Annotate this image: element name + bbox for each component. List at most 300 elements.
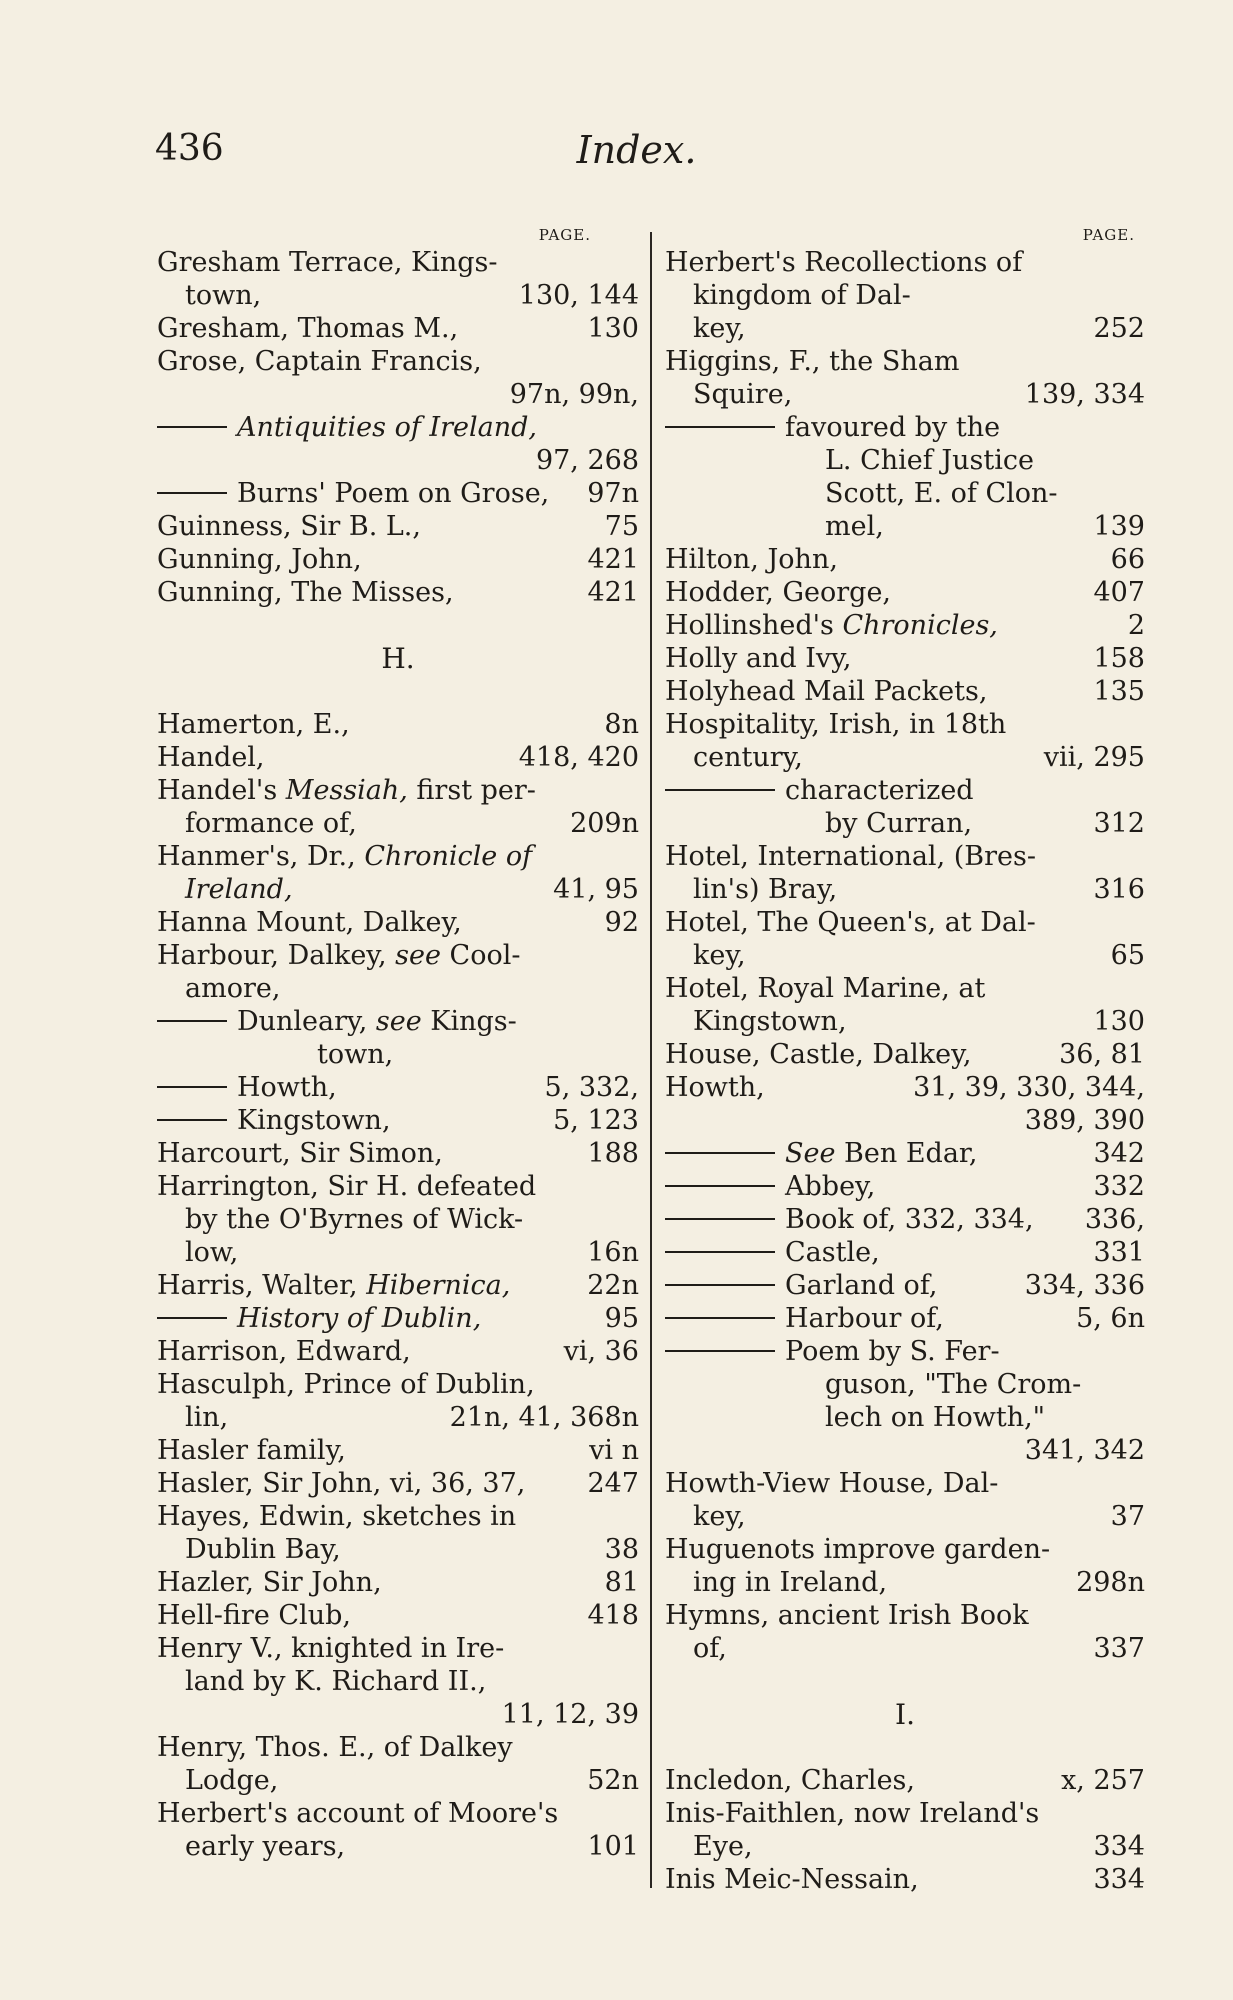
index-line <box>665 1500 1145 1533</box>
entry-pages: 331 <box>1093 1237 1145 1268</box>
entry-term: lin, <box>185 1402 229 1433</box>
entry-pages: 334 <box>1093 1831 1145 1862</box>
index-line <box>157 1467 639 1500</box>
entry-term: Herbert's Recollections of <box>665 247 1023 278</box>
index-line <box>157 1797 639 1830</box>
index-line <box>665 378 1145 411</box>
index-line <box>665 510 1145 543</box>
entry-term: Hamerton, E., <box>157 709 350 740</box>
index-entry <box>665 774 1145 840</box>
entry-term: Gunning, The Misses, <box>157 577 454 608</box>
index-line <box>665 543 1145 576</box>
entry-term: Howth-View House, Dal- <box>665 1468 999 1499</box>
entry-pages: 209n <box>570 808 639 839</box>
entry-term: Hollinshed's Chronicles, <box>665 610 998 641</box>
entry-term: Harbour of, <box>665 1302 944 1335</box>
index-line <box>157 1335 639 1368</box>
index-entry <box>157 1170 639 1269</box>
page-header <box>0 128 1233 178</box>
index-entry <box>157 312 639 345</box>
index-column-left <box>157 224 639 1863</box>
index-line <box>665 444 1145 477</box>
entry-pages: 75 <box>604 511 639 542</box>
entry-term: ing in Ireland, <box>693 1567 888 1598</box>
entry-term: lin's) Bray, <box>693 874 838 905</box>
entry-term: Harrison, Edward, <box>157 1336 411 1367</box>
index-line <box>157 873 639 906</box>
section-letter-i: I. <box>895 1698 915 1731</box>
entry-pages: 342 <box>1093 1138 1145 1169</box>
entry-pages: 298n <box>1076 1567 1145 1598</box>
index-line <box>157 708 639 741</box>
entry-term: key, <box>693 1501 746 1532</box>
entry-term: key, <box>693 940 746 971</box>
entry-pages: 38 <box>604 1534 639 1565</box>
entry-pages: 418, 420 <box>518 742 639 773</box>
entry-pages: 66 <box>1110 544 1145 575</box>
index-entry <box>157 1302 639 1335</box>
entry-term: kingdom of Dal- <box>693 280 911 311</box>
index-block-g <box>157 246 639 609</box>
entry-term: mel, <box>825 511 884 542</box>
index-entry <box>157 1500 639 1566</box>
entry-pages: vi n <box>589 1435 639 1466</box>
ditto-dash <box>665 1185 775 1187</box>
index-entry <box>665 1071 1145 1137</box>
entry-pages: 332 <box>1093 1171 1145 1202</box>
index-line <box>157 1731 639 1764</box>
index-line <box>157 576 639 609</box>
ditto-dash <box>665 789 775 791</box>
index-line <box>157 1137 639 1170</box>
page-number: 436 <box>155 128 224 169</box>
index-line <box>665 609 1145 642</box>
ditto-dash <box>665 1251 775 1253</box>
index-line <box>665 1599 1145 1632</box>
index-entry <box>665 576 1145 609</box>
ditto-dash <box>157 1086 227 1088</box>
index-line <box>665 1170 1145 1203</box>
entry-term: low, <box>185 1237 239 1268</box>
index-line <box>665 1830 1145 1863</box>
entry-term: Scott, E. of Clon- <box>825 478 1058 509</box>
entry-pages: 188 <box>587 1138 639 1169</box>
entry-term: Holyhead Mail Packets, <box>665 676 988 707</box>
entry-term: Hilton, John, <box>665 544 838 575</box>
index-entry <box>665 1533 1145 1599</box>
index-line <box>157 411 639 444</box>
index-entry <box>157 906 639 939</box>
entry-pages: 312 <box>1093 808 1145 839</box>
index-line <box>665 906 1145 939</box>
index-line <box>665 807 1145 840</box>
entry-term: lech on Howth," <box>825 1402 1046 1433</box>
index-entry <box>157 576 639 609</box>
entry-term: Hasler family, <box>157 1435 346 1466</box>
index-line <box>665 345 1145 378</box>
entry-pages: 337 <box>1093 1633 1145 1664</box>
index-column-right <box>665 224 1145 1896</box>
entry-term: Garland of, <box>665 1269 937 1302</box>
index-line <box>665 1467 1145 1500</box>
index-line <box>157 1170 639 1203</box>
index-line <box>157 1269 639 1302</box>
entry-pages: 22n <box>587 1270 639 1301</box>
entry-pages: 101 <box>587 1831 639 1862</box>
index-entry <box>665 1599 1145 1665</box>
index-line <box>665 972 1145 1005</box>
ditto-dash <box>157 492 227 494</box>
index-line <box>665 1566 1145 1599</box>
index-entry <box>157 1434 639 1467</box>
entry-term: Hanna Mount, Dalkey, <box>157 907 462 938</box>
index-line <box>665 1302 1145 1335</box>
entry-pages: x, 257 <box>1061 1765 1145 1796</box>
index-line <box>665 840 1145 873</box>
entry-term: land by K. Richard II., <box>185 1666 487 1697</box>
entry-pages: 95 <box>604 1303 639 1334</box>
index-line <box>665 1203 1145 1236</box>
index-line <box>157 906 639 939</box>
index-entry <box>665 543 1145 576</box>
index-entry <box>157 1797 639 1863</box>
index-entry <box>157 1599 639 1632</box>
index-line <box>157 774 639 807</box>
index-line <box>665 1533 1145 1566</box>
entry-pages: 334 <box>1093 1864 1145 1895</box>
entry-term: Higgins, F., the Sham <box>665 346 960 377</box>
entry-term: of, <box>693 1633 727 1664</box>
index-line <box>157 972 639 1005</box>
entry-pages: 31, 39, 330, 344, <box>913 1072 1145 1103</box>
entry-term: Herbert's account of Moore's <box>157 1798 559 1829</box>
index-entry <box>157 246 639 312</box>
entry-term: Handel's Messiah, first per- <box>157 775 536 806</box>
entry-pages: 252 <box>1093 313 1145 344</box>
index-entry <box>665 1863 1145 1896</box>
entry-term: Harcourt, Sir Simon, <box>157 1138 443 1169</box>
index-entry <box>665 675 1145 708</box>
index-line <box>665 1368 1145 1401</box>
index-line <box>157 741 639 774</box>
entry-term: Burns' Poem on Grose, <box>157 477 549 510</box>
index-line <box>665 1797 1145 1830</box>
entry-term: favoured by the <box>665 411 1000 444</box>
entry-pages: 421 <box>587 544 639 575</box>
index-line <box>665 1434 1145 1467</box>
section-letter-h: H. <box>381 642 415 675</box>
index-block-i <box>665 1764 1145 1896</box>
entry-term: town, <box>317 1039 394 1070</box>
entry-pages: 418 <box>587 1600 639 1631</box>
entry-term: Gresham, Thomas M., <box>157 313 459 344</box>
index-line <box>665 1764 1145 1797</box>
entry-term: Antiquities of Ireland, <box>157 411 537 444</box>
index-entry <box>157 1104 639 1137</box>
entry-pages: 36, 81 <box>1059 1039 1145 1070</box>
ditto-dash <box>665 426 775 428</box>
entry-term: Huguenots improve garden- <box>665 1534 1051 1565</box>
ditto-dash <box>157 1317 227 1319</box>
index-line <box>665 1401 1145 1434</box>
index-entry <box>157 510 639 543</box>
entry-term: See Ben Edar, <box>665 1137 977 1170</box>
column-divider <box>650 232 652 1888</box>
index-line <box>665 1632 1145 1665</box>
entry-term: Hasler, Sir John, vi, 36, 37, <box>157 1468 526 1499</box>
index-entry <box>157 741 639 774</box>
entry-term: History of Dublin, <box>157 1302 481 1335</box>
entry-term: formance of, <box>185 808 357 839</box>
ditto-dash <box>665 1317 775 1319</box>
entry-term: Ireland, <box>185 874 293 905</box>
index-entry <box>157 1566 639 1599</box>
entry-term: Henry V., knighted in Ire- <box>157 1633 505 1664</box>
entry-pages: 341, 342 <box>1024 1435 1145 1466</box>
index-line <box>665 774 1145 807</box>
index-line <box>157 1764 639 1797</box>
entry-term: Grose, Captain Francis, <box>157 346 482 377</box>
index-line <box>157 279 639 312</box>
entry-pages: 92 <box>604 907 639 938</box>
entry-pages: 334, 336 <box>1024 1270 1145 1301</box>
entry-pages: vii, 295 <box>1043 742 1145 773</box>
index-entry <box>665 1236 1145 1269</box>
index-line <box>157 1368 639 1401</box>
index-entry <box>157 1731 639 1797</box>
entry-pages: 97n <box>587 478 639 509</box>
entry-pages: 407 <box>1093 577 1145 608</box>
index-line <box>157 1005 639 1038</box>
entry-pages: 130 <box>1093 1006 1145 1037</box>
entry-pages: 130, 144 <box>518 280 639 311</box>
entry-term: Howth, <box>665 1072 765 1103</box>
index-entry <box>665 840 1145 906</box>
index-entry <box>665 1203 1145 1236</box>
index-line <box>665 1038 1145 1071</box>
entry-pages: 97, 268 <box>535 445 639 476</box>
entry-term: Harrington, Sir H. defeated <box>157 1171 537 1202</box>
entry-term: Hell-fire Club, <box>157 1600 351 1631</box>
entry-term: early years, <box>185 1831 346 1862</box>
index-line <box>665 477 1145 510</box>
entry-pages: 5, 332, <box>544 1072 639 1103</box>
index-line <box>665 642 1145 675</box>
index-entry <box>665 345 1145 411</box>
index-entry <box>665 1797 1145 1863</box>
index-line <box>665 279 1145 312</box>
index-line <box>157 1599 639 1632</box>
index-entry <box>665 972 1145 1038</box>
index-entry <box>665 906 1145 972</box>
entry-term: Dublin Bay, <box>185 1534 341 1565</box>
entry-term: Inis Meic-Nessain, <box>665 1864 919 1895</box>
index-entry <box>665 1269 1145 1302</box>
index-line <box>157 1302 639 1335</box>
index-line <box>157 312 639 345</box>
ditto-dash <box>665 1218 775 1220</box>
index-line <box>665 873 1145 906</box>
index-line <box>157 1236 639 1269</box>
entry-term: L. Chief Justice <box>825 445 1034 476</box>
index-line <box>157 1665 639 1698</box>
entry-term: Handel, <box>157 742 265 773</box>
page-title: Index. <box>576 128 697 172</box>
index-line <box>157 378 639 411</box>
index-line <box>157 807 639 840</box>
index-line <box>665 312 1145 345</box>
entry-pages: 21n, 41, 368n <box>449 1402 639 1433</box>
index-line <box>157 1830 639 1863</box>
index-line <box>157 1104 639 1137</box>
entry-term: by Curran, <box>825 808 973 839</box>
index-entry <box>665 1467 1145 1533</box>
entry-term: Lodge, <box>185 1765 279 1796</box>
index-entry <box>665 1038 1145 1071</box>
index-block-h-left <box>157 708 639 1863</box>
entry-pages: 81 <box>604 1567 639 1598</box>
index-line <box>157 444 639 477</box>
index-line <box>157 840 639 873</box>
index-line <box>665 939 1145 972</box>
entry-term: Hotel, International, (Bres- <box>665 841 1036 872</box>
entry-term: Kingstown, <box>157 1104 391 1137</box>
entry-pages: 316 <box>1093 874 1145 905</box>
entry-term: key, <box>693 313 746 344</box>
entry-term: Hotel, Royal Marine, at <box>665 973 986 1004</box>
index-line <box>665 675 1145 708</box>
index-entry <box>157 543 639 576</box>
entry-term: Hymns, ancient Irish Book <box>665 1600 1029 1631</box>
entry-pages: 2 <box>1127 610 1145 641</box>
entry-term: Squire, <box>693 379 793 410</box>
index-line <box>665 1071 1145 1104</box>
entry-pages: 11, 12, 39 <box>501 1699 639 1730</box>
index-entry <box>157 1467 639 1500</box>
entry-pages: 336, <box>1084 1204 1145 1235</box>
entry-pages: 135 <box>1093 676 1145 707</box>
entry-pages: 65 <box>1110 940 1145 971</box>
index-line <box>157 345 639 378</box>
entry-term: guson, "The Crom- <box>825 1369 1082 1400</box>
entry-term: Hasculph, Prince of Dublin, <box>157 1369 535 1400</box>
index-line <box>157 1071 639 1104</box>
entry-term: Henry, Thos. E., of Dalkey <box>157 1732 513 1763</box>
index-entry <box>157 939 639 1005</box>
entry-term: Hazler, Sir John, <box>157 1567 382 1598</box>
entry-term: Harris, Walter, Hibernica, <box>157 1270 511 1301</box>
entry-term: Castle, <box>665 1236 880 1269</box>
index-entry <box>665 1170 1145 1203</box>
index-entry <box>665 246 1145 345</box>
entry-term: Inis-Faithlen, now Ireland's <box>665 1798 1040 1829</box>
index-entry <box>157 1005 639 1071</box>
index-line <box>157 477 639 510</box>
index-entry <box>157 1632 639 1731</box>
index-entry <box>157 708 639 741</box>
entry-term: characterized <box>665 774 974 807</box>
ditto-dash <box>157 1119 227 1121</box>
entry-term: Holly and Ivy, <box>665 643 852 674</box>
index-entry <box>665 1335 1145 1467</box>
index-entry <box>157 477 639 510</box>
index-entry <box>665 1302 1145 1335</box>
index-block-h-right <box>665 246 1145 1665</box>
entry-term: Hanmer's, Dr., Chronicle of <box>157 841 533 872</box>
page-column-label: PAGE. <box>538 226 591 244</box>
index-entry <box>665 411 1145 543</box>
page-column-label: PAGE. <box>1082 226 1135 244</box>
index-entry <box>157 345 639 411</box>
entry-pages: 421 <box>587 577 639 608</box>
entry-term: Book of, 332, 334, <box>665 1203 1034 1236</box>
entry-term: Eye, <box>693 1831 753 1862</box>
index-entry <box>157 1368 639 1434</box>
entry-pages: 389, 390 <box>1024 1105 1145 1136</box>
entry-term: Howth, <box>157 1071 337 1104</box>
index-line <box>665 246 1145 279</box>
index-line <box>665 411 1145 444</box>
entry-term: Kingstown, <box>693 1006 847 1037</box>
ditto-dash <box>665 1284 775 1286</box>
index-entry <box>157 1335 639 1368</box>
index-line <box>157 1203 639 1236</box>
entry-pages: 16n <box>587 1237 639 1268</box>
ditto-dash <box>157 426 227 428</box>
index-entry <box>157 1269 639 1302</box>
ditto-dash <box>665 1152 775 1154</box>
index-entry <box>157 1071 639 1104</box>
entry-pages: 5, 123 <box>553 1105 639 1136</box>
index-entry <box>157 774 639 840</box>
ditto-dash <box>665 1350 775 1352</box>
index-line <box>665 1335 1145 1368</box>
index-entry <box>157 840 639 906</box>
index-line <box>157 1500 639 1533</box>
entry-pages: 158 <box>1093 643 1145 674</box>
index-line <box>665 576 1145 609</box>
index-line <box>665 1104 1145 1137</box>
entry-term: Harbour, Dalkey, see Cool- <box>157 940 521 971</box>
index-line <box>157 1533 639 1566</box>
entry-term: Hospitality, Irish, in 18th <box>665 709 1007 740</box>
entry-term: Gunning, John, <box>157 544 362 575</box>
entry-pages: 97n, 99n, <box>509 379 639 410</box>
index-line <box>157 1038 639 1071</box>
index-line <box>157 939 639 972</box>
entry-term: amore, <box>185 973 281 1004</box>
entry-term: Hotel, The Queen's, at Dal- <box>665 907 1036 938</box>
entry-term: Incledon, Charles, <box>665 1765 915 1796</box>
index-entry <box>665 642 1145 675</box>
index-entry <box>157 411 639 477</box>
entry-pages: 8n <box>604 709 639 740</box>
index-line <box>157 1698 639 1731</box>
entry-pages: vi, 36 <box>563 1336 639 1367</box>
index-line <box>157 1566 639 1599</box>
entry-pages: 5, 6n <box>1076 1303 1145 1334</box>
index-line <box>157 543 639 576</box>
index-line <box>665 1236 1145 1269</box>
entry-term: House, Castle, Dalkey, <box>665 1039 972 1070</box>
index-line <box>157 510 639 543</box>
entry-pages: 37 <box>1110 1501 1145 1532</box>
entry-pages: 139, 334 <box>1024 379 1145 410</box>
entry-pages: 41, 95 <box>553 874 639 905</box>
index-entry <box>665 708 1145 774</box>
entry-term: by the O'Byrnes of Wick- <box>185 1204 524 1235</box>
index-line <box>665 1137 1145 1170</box>
